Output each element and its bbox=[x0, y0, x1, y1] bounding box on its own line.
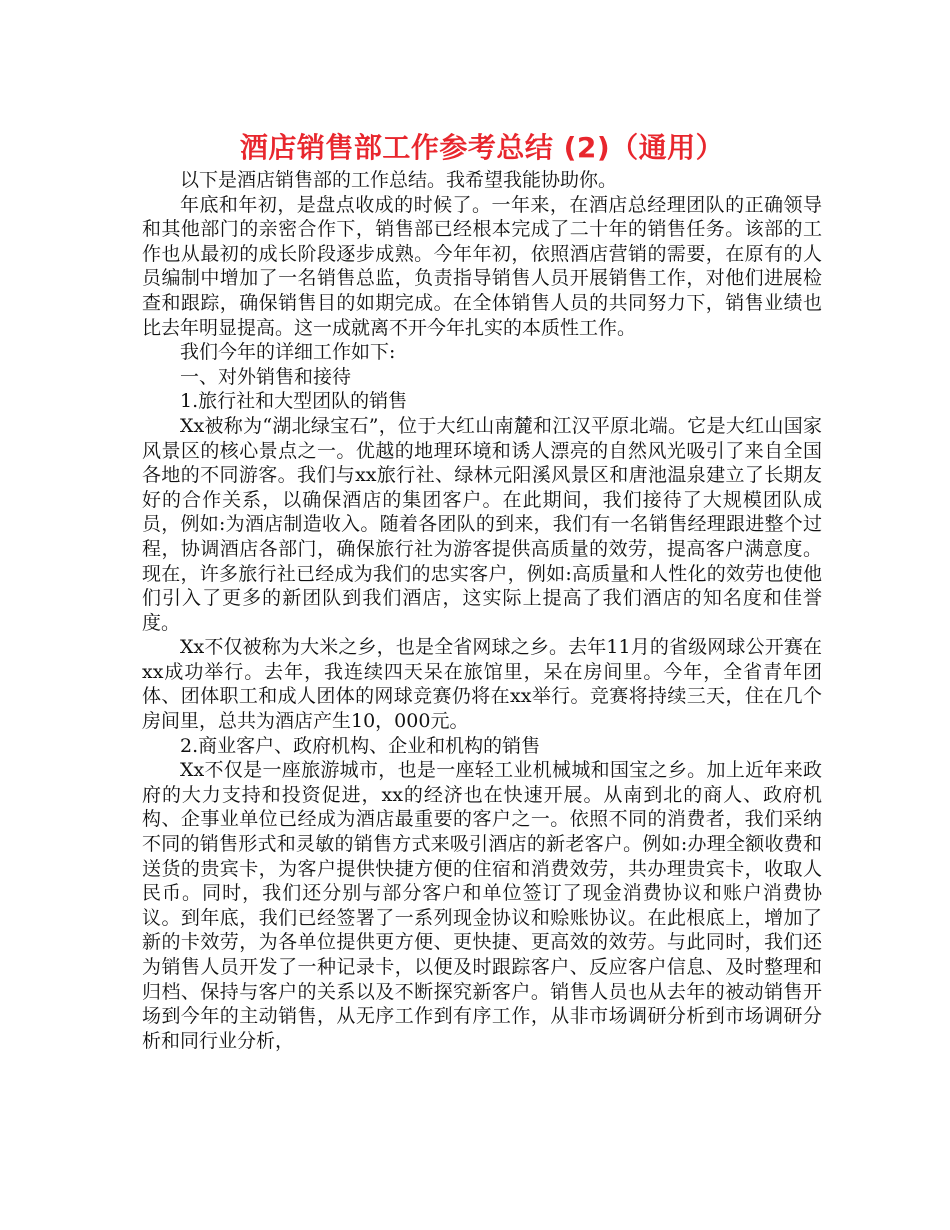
document-page bbox=[142, 128, 822, 1053]
paragraph-business-clients: Xx不仅是一座旅游城市，也是一座轻工业机械城和国宝之乡。加上近年来政府的大力支持和投资促进，xx的经济也在快速开展。从南到北的商人、政府机构、企事业单位已经成为酒店最重要的客户之一。依照不同的消费者，我们采纳不同的销售形式和灵敏的销售方式来吸引酒店的新老客户。例如:办理全额收费和送货的贵宾卡，为客户提供快捷方便的住宿和消费效劳，共办理贵宾卡，收取人民币。同时，我们还分别与部分客户和单位签订了现金消费协议和账户消费协议。到年底，我们已经签署了一系列现金协议和赊账协议。在此根底上，增加了新的卡效劳，为各单位提供更方便、更快捷、更高效的效劳。与此同时，我们还为销售人员开发了一种记录卡，以便及时跟踪客户、反应客户信息、及时整理和归档、保持与客户的关系以及不断探究新客户。销售人员也从去年的被动销售开场到今年的主动销售，从无序工作到有序工作，从非市场调研分析到市场调研分析和同行业分析， bbox=[142, 759, 822, 1052]
paragraph-intro: 以下是酒店销售部的工作总结。我希望我能协助你。 bbox=[180, 169, 618, 191]
document-title: 酒店销售部工作参考总结 (2)（通用） bbox=[239, 131, 725, 164]
paragraph-year-summary: 年底和年初，是盘点收成的时候了。一年来，在酒店总经理团队的正确领导和其他部门的亲密合作下，销售部已经根本完成了二十年的销售任务。该部的工作也从最初的成长阶段逐步成熟。今年年初，依照酒店营销的需要，在原有的人员编制中增加了一名销售总监，负责指导销售人员开展销售工作，对他们进展检查和跟踪，确保销售目的如期完成。在全体销售人员的共同努力下，销售业绩也比去年明显提高。这一成就离不开今年扎实的本质性工作。 bbox=[142, 193, 822, 339]
paragraph-travel-agency: Xx被称为“湖北绿宝石”，位于大红山南麓和江汉平原北端。它是大红山国家风景区的核心景点之一。优越的地理环境和诱人漂亮的自然风光吸引了来自全国各地的不同游客。我们与xx旅行社、绿林元阳溪风景区和唐池温泉建立了长期友好的合作关系，以确保酒店的集团客户。在此期间，我们接待了大规模团队成员，例如:为酒店制造收入。随着各团队的到来，我们有一名销售经理跟进整个过程，协调酒店各部门，确保旅行社为游客提供高质量的效劳，提高客户满意度。现在，许多旅行社已经成为我们的忠实客户，例如:高质量和人性化的效劳也使他们引入了更多的新团队到我们酒店，这实际上提高了我们酒店的知名度和佳誉度。 bbox=[142, 414, 822, 634]
subsection-heading-travel-agency-sales: 1.旅行社和大型团队的销售 bbox=[180, 390, 408, 413]
subsection-heading-business-sales: 2.商业客户、政府机构、企业和机构的销售 bbox=[180, 734, 541, 757]
document-body bbox=[142, 168, 822, 1053]
section-heading-external-sales: 一、对外销售和接待 bbox=[180, 365, 352, 388]
paragraph-work-details-lead: 我们今年的详细工作如下: bbox=[180, 341, 396, 364]
paragraph-tennis: Xx不仅被称为大米之乡，也是全省网球之乡。去年11月的省级网球公开赛在xx成功举行。去年，我连续四天呆在旅馆里，呆在房间里。今年，全省青年团体、团体职工和成人团体的网球竞赛仍将在xx举行。竞赛将持续三天，住在几个房间里，总共为酒店产生10，000元。 bbox=[142, 636, 822, 733]
